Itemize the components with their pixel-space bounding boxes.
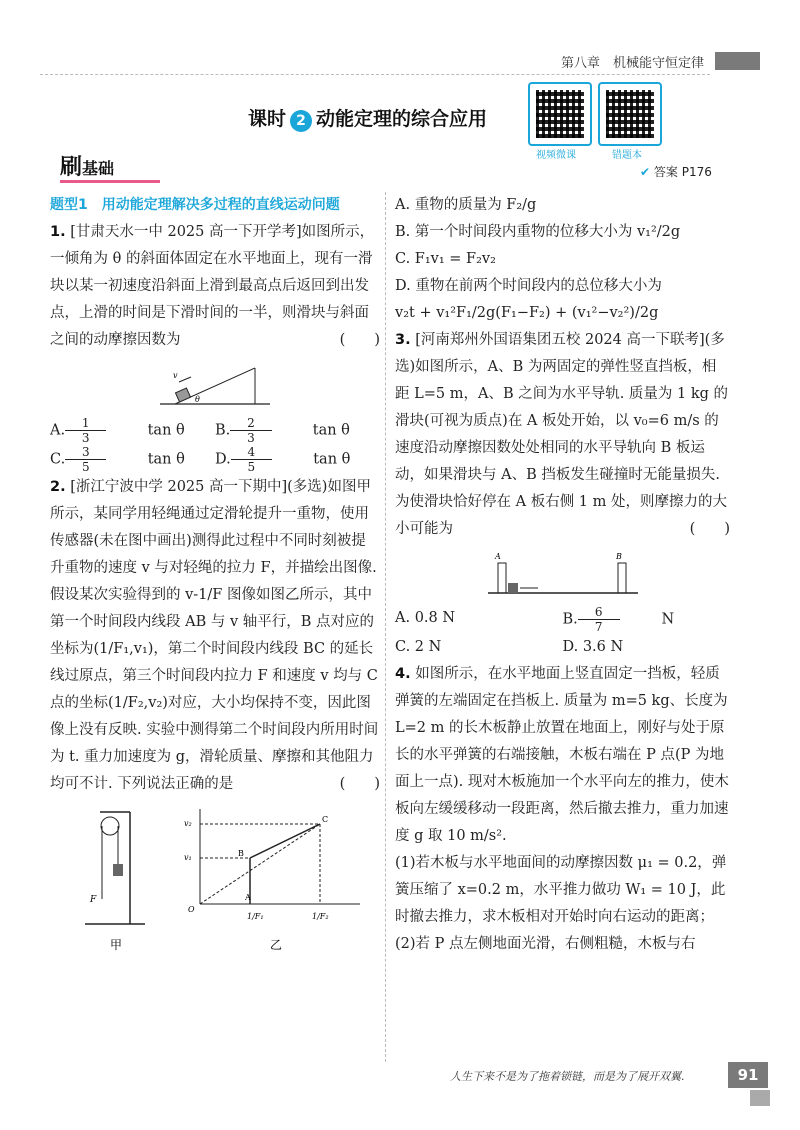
qr-mistakes-code[interactable] [598, 82, 662, 146]
svg-text:v₁: v₁ [184, 853, 192, 862]
qr-pattern [536, 90, 584, 138]
question-text: [甘肃天水一中 2025 高一下开学考]如图所示，一倾角为 θ 的斜面体固定在水平地面上，现有一滑块以某一初速度沿斜面上滑到最高点后返回到出发点，上滑的时间是下滑时间的一半，则滑块与斜面之间的动摩擦因数为 [50, 224, 375, 348]
page-header [0, 52, 800, 72]
svg-text:B: B [238, 849, 244, 858]
question-text: [浙江宁波中学 2025 高一下期中](多选)如图甲所示，某同学用轻绳通过定滑轮提升一重物，使用传感器(未在图中画出)测得此过程中不同时刻被提升重物的速度 v 与对轻绳的拉力 F，并描绘出图像. 假设某次实验得到的 v-1/F 图像如图乙所示，其中第一个时间段内线段 AB 与 v 轴平行，B 点对应的坐标为(1/F₁,v₁)，第二个时间段内线段 BC 的延长线过原点，第三个时间段内拉力 F 和速度 v 均与 C 点的坐标(1/F₂,v₂)对应，大小均保持不变，因此图像上没有反映. 实验中测得第二个时间段内所用时间为 t. 重力加速度为 g，滑轮质量、摩擦和其他阻力均可不计. 下列说法正确的是 [50, 479, 379, 792]
left-column [50, 192, 380, 960]
question-type-heading: 题型1 用动能定理解决多过程的直线运动问题 [50, 197, 340, 213]
qr-pattern [606, 90, 654, 138]
svg-text:A: A [245, 893, 251, 902]
footer-motto: 人生下来不是为了拖着锁链，而是为了展开双翼. [450, 1070, 685, 1083]
lesson-prefix: 课时 [248, 108, 287, 130]
incline-figure [155, 360, 275, 410]
option-a[interactable]: A. $\frac{1}{3}$ tan θ [50, 416, 185, 445]
option-a[interactable]: A. 0.8 N [395, 610, 456, 626]
option-c[interactable]: C. F₁v₁ = F₂v₂ [395, 251, 496, 267]
svg-text:F: F [90, 895, 97, 905]
question-2 [50, 474, 380, 954]
option-d-formula: v₂t + v₁²F₁/2g(F₁−F₂) + (v₁²−v₂²)/2g [395, 305, 659, 321]
options [395, 605, 730, 661]
question-number: 4. [395, 666, 411, 682]
answer-blank: ( ) [339, 776, 380, 792]
page-number: 91 [728, 1062, 768, 1088]
answer-blank: ( ) [339, 332, 380, 348]
question-number: 2. [50, 479, 66, 495]
check-icon: ✔ [640, 165, 651, 179]
question-text: [河南郑州外国语集团五校 2024 高一下联考](多选)如图所示，A、B 为两固定的弹性竖直挡板，相距 L=5 m，A、B 之间为水平导轨. 质量为 1 kg 的滑块(可视为质点)在 A 板处开始，以 v₀=6 m/s 的速度沿动摩擦因数处处相同的水平导轨向 B 板运动，如果滑块与 A、B 挡板发生碰撞时无能量损失. 为使滑块恰好停在 A 板右侧 1 m 处，则摩擦力的大小可能为 [395, 332, 729, 537]
option-d[interactable]: D. 3.6 N [562, 639, 624, 655]
qr-video-code[interactable] [528, 82, 592, 146]
question-text: 如图所示，在水平地面上竖直固定一挡板，轻质弹簧的左端固定在挡板上. 质量为 m=5 kg、长度为 L=2 m 的长木板静止放置在地面上，刚好与处于原长的水平弹簧的右端接触，木板右端在 P 点(P 为地面上一点). 现对木板施加一个水平向左的推力，使木板向左缓缓移动一段距离，然后撤去推力，重力加速度 g 取 10 m/s². [395, 666, 729, 844]
options [50, 416, 380, 474]
header-bar [715, 52, 760, 70]
question-1 [50, 219, 380, 474]
question-part-1: (1)若木板与水平地面间的动摩擦因数 μ₁ = 0.2，弹簧压缩了 x=0.2 m，水平推力做功 W₁ = 10 J，此时撤去推力，求木板相对开始时向右运动的距离； [395, 855, 727, 925]
right-column [395, 192, 730, 958]
section-text: 基础 [82, 159, 115, 178]
question-4 [395, 661, 730, 958]
chapter-title: 第八章 机械能守恒定律 [560, 56, 704, 71]
question-number: 3. [395, 332, 411, 348]
question-3 [395, 327, 730, 661]
option-c[interactable]: C. 2 N [395, 639, 442, 655]
svg-text:1/F₂: 1/F₂ [312, 912, 329, 921]
answer-blank: ( ) [689, 521, 730, 537]
header-divider [40, 74, 710, 75]
pulley-and-graph-figure [60, 804, 370, 954]
question-part-2: (2)若 P 点左侧地面光滑，右侧粗糙，木板与右 [395, 936, 696, 952]
question-number: 1. [50, 224, 66, 240]
lesson-number: 2 [290, 110, 312, 132]
svg-text:B: B [615, 552, 622, 561]
option-b[interactable]: B. $\frac{6}{7}$ N [562, 605, 675, 634]
page-corner-box [750, 1090, 770, 1106]
answer-text: 答案 P176 [653, 165, 712, 179]
lesson-title [248, 104, 487, 132]
answer-ref[interactable] [640, 163, 712, 180]
fig-label-yi: 乙 [270, 938, 283, 952]
track-figure [478, 549, 648, 599]
lesson-name: 动能定理的综合应用 [316, 108, 488, 130]
option-b[interactable]: B. $\frac{2}{3}$ tan θ [215, 416, 350, 445]
svg-text:C: C [322, 815, 329, 824]
option-a[interactable]: A. 重物的质量为 F₂/g [395, 197, 537, 213]
svg-text:A: A [494, 552, 501, 561]
svg-text:O: O [188, 905, 195, 914]
option-d[interactable]: D. $\frac{4}{5}$ tan θ [215, 445, 351, 474]
svg-text:θ: θ [195, 395, 200, 404]
qr-mistakes-label: 错题本 [612, 150, 642, 161]
svg-text:v₂: v₂ [184, 819, 192, 828]
section-badge: 刷 [60, 155, 83, 180]
option-c[interactable]: C. $\frac{3}{5}$ tan θ [50, 445, 185, 474]
qr-video-label: 视频微课 [536, 150, 576, 161]
section-heading [60, 150, 114, 181]
column-divider [385, 192, 386, 1062]
svg-text:v: v [173, 371, 178, 380]
option-d[interactable]: D. 重物在前两个时间段内的总位移大小为 [395, 278, 662, 294]
fig-label-jia: 甲 [110, 938, 123, 952]
option-b[interactable]: B. 第一个时间段内重物的位移大小为 v₁²/2g [395, 224, 681, 240]
section-underline [60, 180, 160, 183]
svg-text:1/F₁: 1/F₁ [247, 912, 264, 921]
